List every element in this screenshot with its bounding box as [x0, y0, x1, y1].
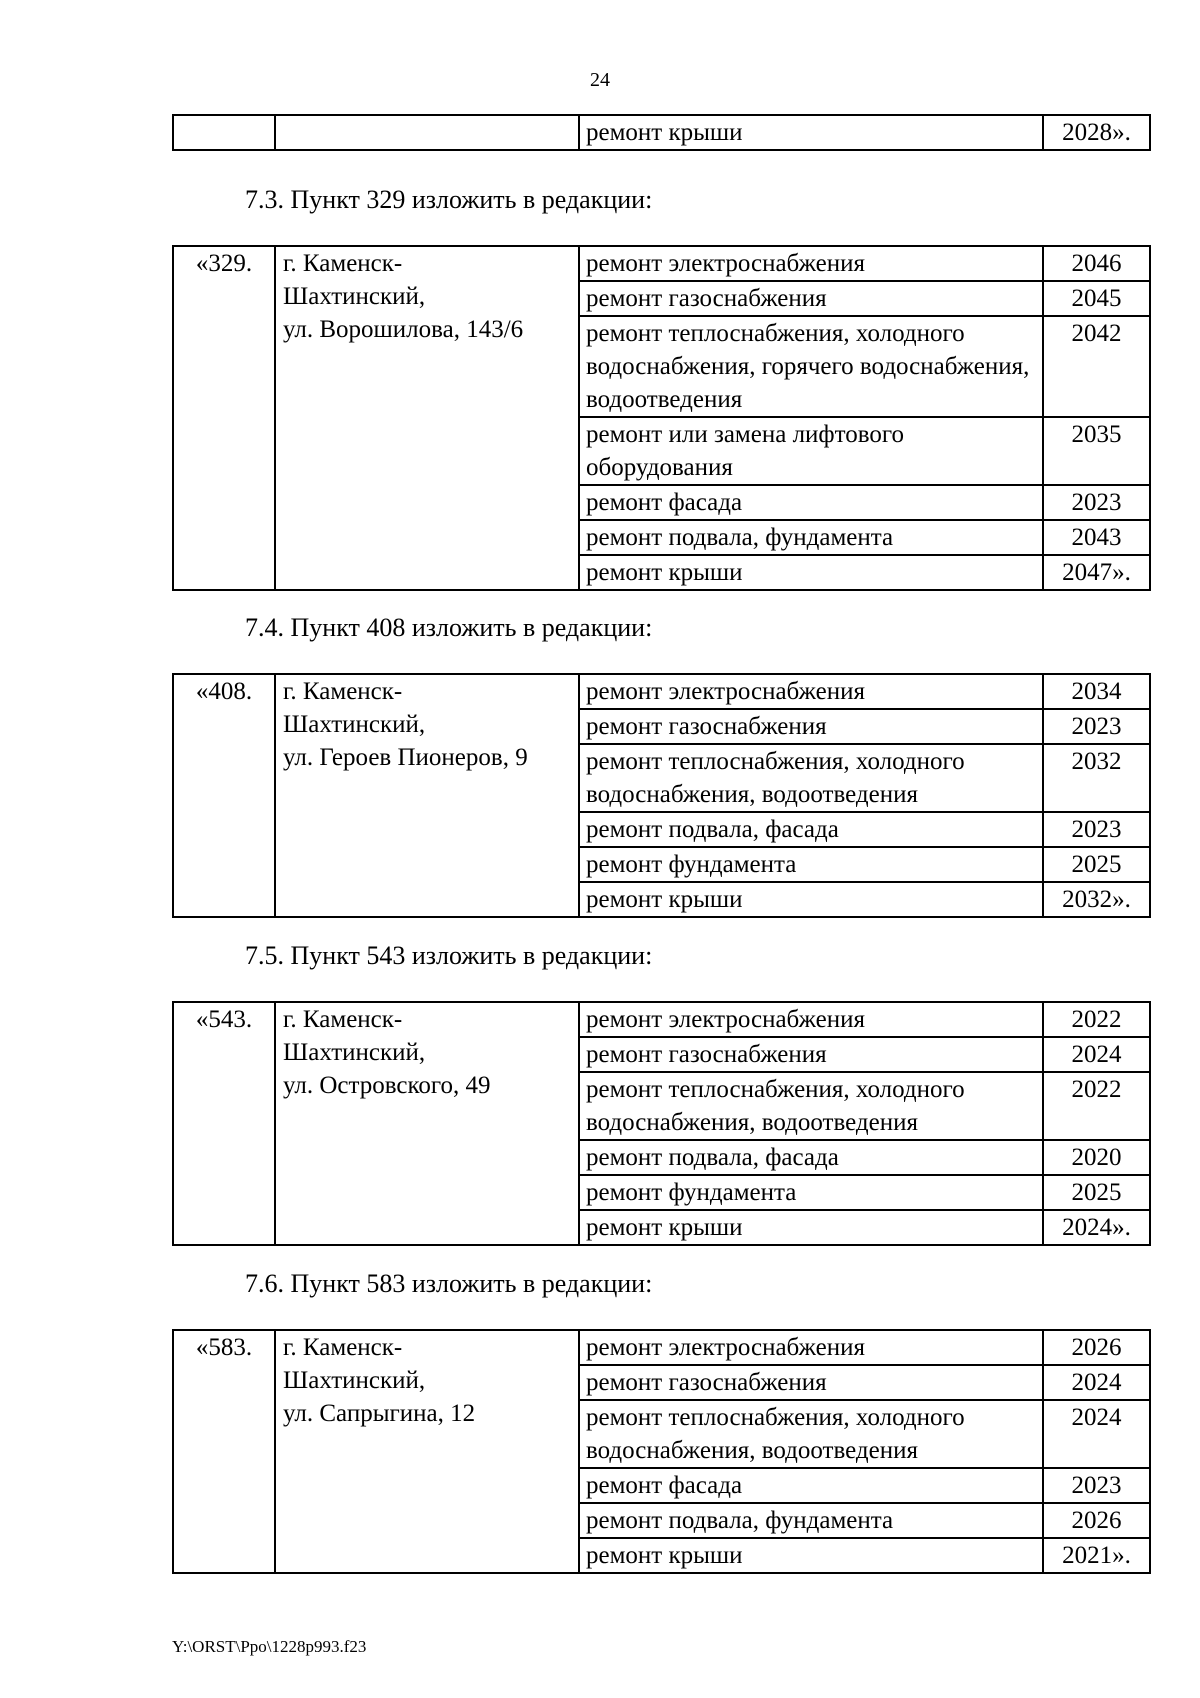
address-line: ул. Островского, 49 — [283, 1072, 491, 1099]
work-cell: ремонт электроснабжения — [579, 246, 1043, 281]
year-cell: 2042 — [1043, 316, 1150, 417]
address-line: г. Каменск- — [283, 1006, 403, 1033]
work-cell: ремонт подвала, фасада — [579, 1140, 1043, 1175]
table-row — [173, 1330, 1150, 1365]
year-cell: 2024». — [1043, 1210, 1150, 1245]
address-line: г. Каменск- — [283, 250, 403, 277]
year-cell: 2035 — [1043, 417, 1150, 485]
year-cell: 2043 — [1043, 520, 1150, 555]
year-cell: 2025 — [1043, 847, 1150, 882]
work-cell: ремонт электроснабжения — [579, 674, 1043, 709]
work-cell: ремонт газоснабжения — [579, 709, 1043, 744]
year-cell: 2024 — [1043, 1400, 1150, 1468]
item-number-cell: «583. — [173, 1330, 275, 1573]
page-number: 24 — [590, 69, 610, 91]
year-cell: 2025 — [1043, 1175, 1150, 1210]
work-cell: ремонт подвала, фундамента — [579, 1503, 1043, 1538]
file-path-footer: Y:\ORST\Ppo\1228p993.f23 — [172, 1637, 367, 1656]
address-line: Шахтинский, — [283, 711, 426, 738]
year-cell: 2023 — [1043, 812, 1150, 847]
table-row — [173, 246, 1150, 281]
work-cell: ремонт крыши — [579, 1210, 1043, 1245]
year-cell: 2021». — [1043, 1538, 1150, 1573]
work-cell: ремонт крыши — [579, 1538, 1043, 1573]
address-cell — [275, 246, 579, 590]
work-cell: ремонт крыши — [579, 115, 1043, 150]
section-heading: 7.3. Пункт 329 изложить в редакции: — [245, 185, 653, 214]
item-number-cell — [173, 115, 275, 150]
year-cell: 2032». — [1043, 882, 1150, 917]
work-cell: ремонт фундамента — [579, 847, 1043, 882]
address-cell — [275, 1002, 579, 1245]
address-line: ул. Ворошилова, 143/6 — [283, 316, 524, 343]
address-line: г. Каменск- — [283, 1334, 403, 1361]
table-row — [173, 115, 1150, 150]
address-line: ул. Сапрыгина, 12 — [283, 1400, 476, 1427]
address-line: Шахтинский, — [283, 1367, 426, 1394]
year-cell: 2023 — [1043, 1468, 1150, 1503]
section-heading: 7.6. Пункт 583 изложить в редакции: — [245, 1269, 653, 1298]
work-cell: ремонт фасада — [579, 485, 1043, 520]
work-cell: ремонт электроснабжения — [579, 1002, 1043, 1037]
year-cell: 2046 — [1043, 246, 1150, 281]
work-cell: ремонт или замена лифтового оборудования — [579, 417, 1043, 485]
year-cell: 2028». — [1043, 115, 1150, 150]
year-cell: 2022 — [1043, 1072, 1150, 1140]
year-cell: 2047». — [1043, 555, 1150, 590]
year-cell: 2032 — [1043, 744, 1150, 812]
address-cell — [275, 1330, 579, 1573]
item-number-cell: «329. — [173, 246, 275, 590]
work-cell: ремонт газоснабжения — [579, 1365, 1043, 1400]
section-heading: 7.5. Пункт 543 изложить в редакции: — [245, 941, 653, 970]
work-cell: ремонт фундамента — [579, 1175, 1043, 1210]
work-cell: ремонт газоснабжения — [579, 1037, 1043, 1072]
address-cell — [275, 115, 579, 150]
section-heading: 7.4. Пункт 408 изложить в редакции: — [245, 613, 653, 642]
item-number-cell: «408. — [173, 674, 275, 917]
year-cell: 2022 — [1043, 1002, 1150, 1037]
year-cell: 2024 — [1043, 1037, 1150, 1072]
year-cell: 2034 — [1043, 674, 1150, 709]
table-row — [173, 1002, 1150, 1037]
work-cell: ремонт фасада — [579, 1468, 1043, 1503]
address-line: Шахтинский, — [283, 1039, 426, 1066]
address-cell — [275, 674, 579, 917]
work-cell: ремонт теплоснабжения, холодного водоснабжения, горячего водоснабжения, водоотведения — [579, 316, 1043, 417]
table-row — [173, 674, 1150, 709]
section-table — [172, 1001, 1151, 1246]
year-cell: 2026 — [1043, 1503, 1150, 1538]
work-cell: ремонт теплоснабжения, холодного водоснабжения, водоотведения — [579, 1072, 1043, 1140]
work-cell: ремонт крыши — [579, 882, 1043, 917]
work-cell: ремонт теплоснабжения, холодного водоснабжения, водоотведения — [579, 1400, 1043, 1468]
item-number-cell: «543. — [173, 1002, 275, 1245]
work-cell: ремонт крыши — [579, 555, 1043, 590]
year-cell: 2020 — [1043, 1140, 1150, 1175]
work-cell: ремонт теплоснабжения, холодного водоснабжения, водоотведения — [579, 744, 1043, 812]
year-cell: 2024 — [1043, 1365, 1150, 1400]
carry-over-table — [172, 114, 1151, 151]
year-cell: 2023 — [1043, 709, 1150, 744]
section-table — [172, 245, 1151, 591]
section-table — [172, 673, 1151, 918]
year-cell: 2023 — [1043, 485, 1150, 520]
work-cell: ремонт газоснабжения — [579, 281, 1043, 316]
section-table — [172, 1329, 1151, 1574]
year-cell: 2045 — [1043, 281, 1150, 316]
work-cell: ремонт электроснабжения — [579, 1330, 1043, 1365]
address-line: г. Каменск- — [283, 678, 403, 705]
year-cell: 2026 — [1043, 1330, 1150, 1365]
address-line: ул. Героев Пионеров, 9 — [283, 744, 528, 771]
work-cell: ремонт подвала, фасада — [579, 812, 1043, 847]
address-line: Шахтинский, — [283, 283, 426, 310]
work-cell: ремонт подвала, фундамента — [579, 520, 1043, 555]
